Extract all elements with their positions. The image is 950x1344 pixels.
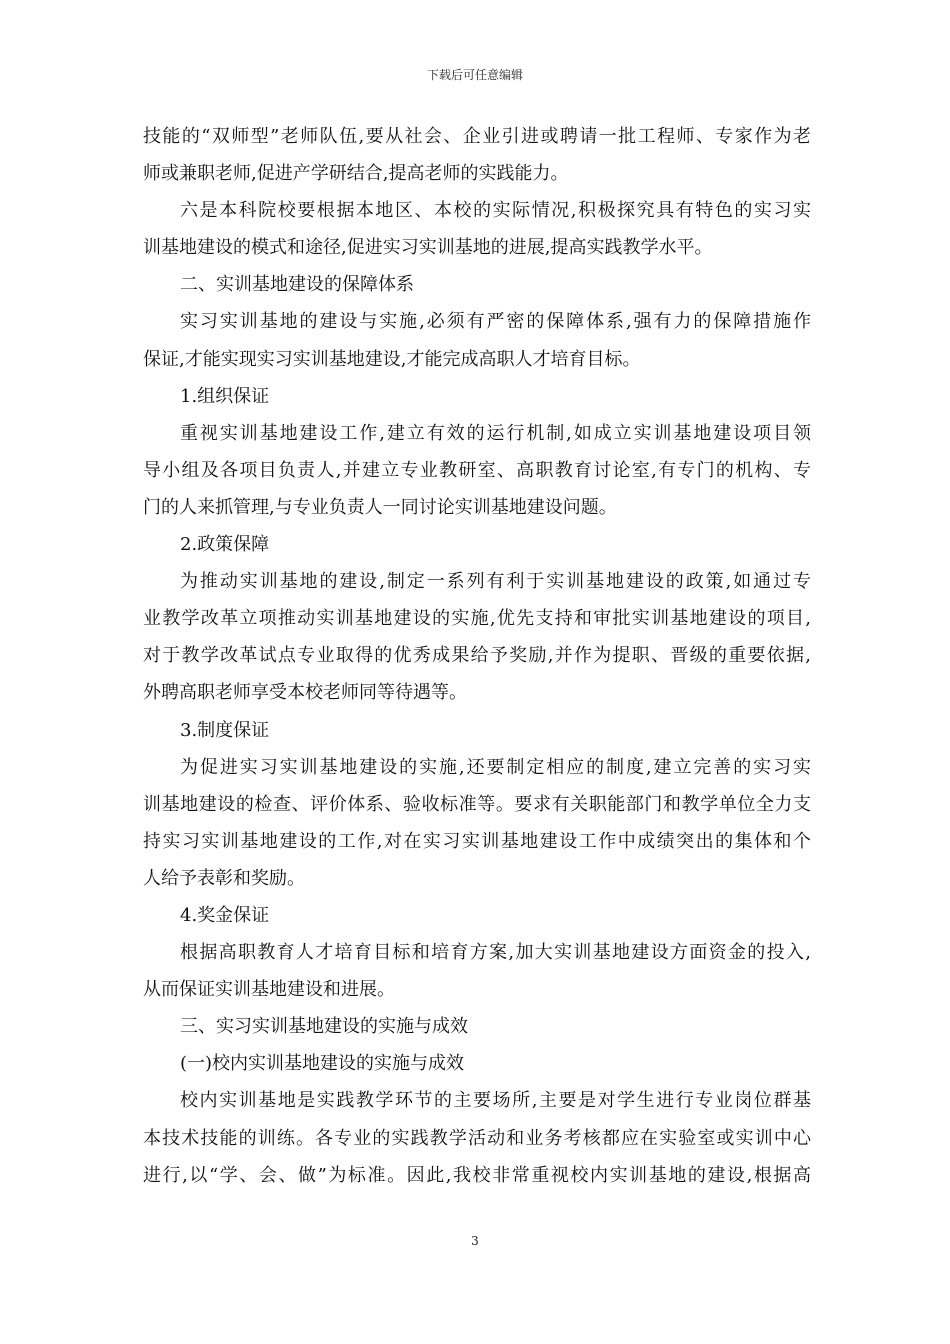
text-line: 对于教学改革试点专业取得的优秀成果给予奖励,并作为提职、晋级的重要依据,: [143, 645, 811, 667]
text-line: 进行,以“学、会、做”为标准。因此,我校非常重视校内实训基地的建设,根据高: [143, 1164, 811, 1186]
subsection-heading: 2.政策保障: [180, 534, 270, 556]
subsection-heading: 1.组织保证: [180, 385, 270, 407]
page-header: 下载后可任意编辑: [426, 68, 523, 82]
text-line: 为促进实习实训基地建设的实施,还要制定相应的制度,建立完善的实习实: [180, 756, 811, 778]
text-line: 训基地建设的模式和途径,促进实习实训基地的进展,提高实践教学水平。: [143, 237, 713, 259]
text-line: 师或兼职老师,促进产学研结合,提高老师的实践能力。: [143, 163, 569, 185]
text-line: 业教学改革立项推动实训基地建设的实施,优先支持和审批实训基地建设的项目,: [143, 608, 811, 630]
subsection-heading: (一)校内实训基地建设的实施与成效: [180, 1053, 465, 1075]
text-line: 根据高职教育人才培育目标和培育方案,加大实训基地建设方面资金的投入,: [180, 942, 811, 964]
text-line: 本技术技能的训练。各专业的实践教学活动和业务考核都应在实验室或实训中心: [143, 1127, 811, 1149]
text-line: 持实习实训基地建设的工作,对在实习实训基地建设工作中成绩突出的集体和个: [143, 830, 811, 852]
text-line: 保证,才能实现实习实训基地建设,才能完成高职人才培育目标。: [143, 348, 641, 370]
subsection-heading: 4.奖金保证: [180, 904, 270, 926]
text-line: 重视实训基地建设工作,建立有效的运行机制,如成立实训基地建设项目领: [180, 422, 811, 444]
body-text: [143, 118, 811, 1194]
text-line: 导小组及各项目负责人,并建立专业教研室、高职教育讨论室,有专门的机构、专: [143, 459, 811, 481]
text-line: 门的人来抓管理,与专业负责人一同讨论实训基地建设问题。: [143, 496, 617, 518]
section-heading: 三、实习实训基地建设的实施与成效: [180, 1016, 468, 1038]
section-heading: 二、实训基地建设的保障体系: [180, 274, 414, 296]
text-line: 外聘高职老师享受本校老师同等待遇等。: [143, 682, 467, 704]
subsection-heading: 3.制度保证: [180, 719, 270, 741]
text-line: 技能的“双师型”老师队伍,要从社会、企业引进或聘请一批工程师、专家作为老: [143, 126, 811, 147]
text-line: 人给予表彰和奖励。: [143, 867, 305, 889]
text-line: 为推动实训基地的建设,制定一系列有利于实训基地建设的政策,如通过专: [180, 571, 811, 593]
text-line: 从而保证实训基地建设和进展。: [143, 979, 395, 1001]
text-line: 实习实训基地的建设与实施,必须有严密的保障体系,强有力的保障措施作: [180, 311, 811, 333]
page-number: 3: [471, 1234, 479, 1248]
text-line: 六是本科院校要根据本地区、本校的实际情况,积极探究具有特色的实习实: [180, 200, 811, 222]
text-line: 校内实训基地是实践教学环节的主要场所,主要是对学生进行专业岗位群基: [180, 1090, 811, 1112]
text-line: 训基地建设的检查、评价体系、验收标准等。要求有关职能部门和教学单位全力支: [143, 793, 811, 815]
